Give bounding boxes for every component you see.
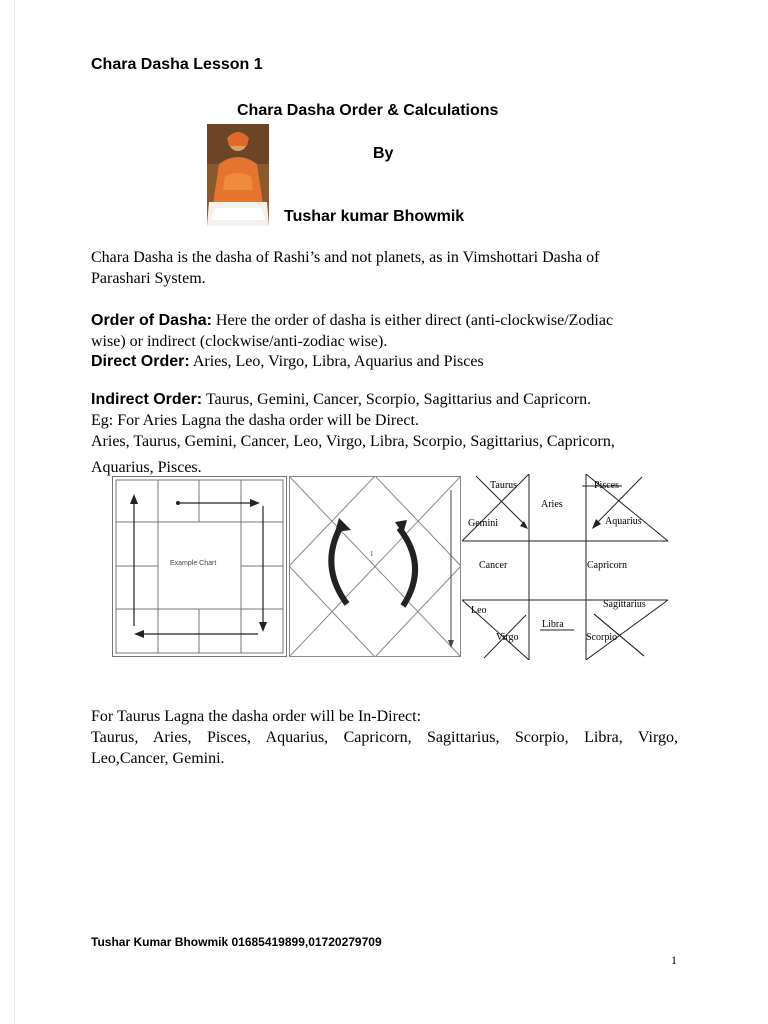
author-photo-art — [207, 124, 269, 226]
taurus-line-1: For Taurus Lagna the dasha order will be In-Direct: — [91, 708, 422, 725]
order-line-2: wise) or indirect (clockwise/anti-zodiac wise). — [91, 333, 388, 350]
page-edge — [14, 0, 15, 1024]
direct-order-line — [91, 351, 484, 372]
sign-leo: Leo — [471, 605, 487, 616]
north-center-mark: 1 — [370, 550, 374, 558]
sign-sagittarius: Sagittarius — [603, 599, 646, 610]
north-chart-diagram — [289, 476, 461, 657]
intro-line-2: Parashari System. — [91, 270, 206, 287]
sign-scorpio: Scorpio — [586, 632, 618, 643]
page-number: 1 — [671, 953, 677, 967]
lesson-title: Chara Dasha Lesson 1 — [91, 56, 263, 73]
sign-taurus: Taurus — [490, 480, 518, 491]
author-name: Tushar kumar Bhowmik — [284, 208, 465, 225]
order-line-1 — [91, 310, 613, 331]
by-label: By — [373, 145, 394, 162]
direct-text: Aries, Leo, Virgo, Libra, Aquarius and Pisces — [189, 353, 484, 370]
page-subtitle: Chara Dasha Order & Calculations — [237, 102, 499, 119]
sign-libra: Libra — [542, 619, 564, 630]
sign-aquarius: Aquarius — [605, 516, 642, 527]
intro-line-1: Chara Dasha is the dasha of Rashi’s and not planets, as in Vimshottari Dasha of — [91, 249, 600, 266]
aries-sequence-line-2: Aquarius, Pisces. — [91, 459, 202, 476]
eg-line: Eg: For Aries Lagna the dasha order will be Direct. — [91, 412, 419, 429]
author-photo — [207, 124, 269, 226]
example-chart-label: Example Chart — [170, 560, 217, 567]
indirect-heading: Indirect Order: — [91, 391, 203, 408]
sign-aries: Aries — [541, 499, 563, 510]
sign-gemini: Gemini — [468, 518, 498, 529]
sign-capricorn: Capricorn — [587, 560, 627, 571]
rashi-order-diagram — [462, 474, 668, 660]
south-chart-diagram — [112, 476, 287, 657]
sign-cancer: Cancer — [479, 560, 508, 571]
sign-virgo: Virgo — [496, 632, 519, 643]
footer-contact: Tushar Kumar Bhowmik 01685419899,01720279709 — [91, 935, 382, 949]
direct-heading: Direct Order: — [91, 353, 190, 370]
north-chart-svg — [289, 476, 461, 657]
indirect-order-line — [91, 389, 591, 410]
taurus-line-2: Taurus, Aries, Pisces, Aquarius, Capricorn, Sagittarius, Scorpio, Libra, Virgo, — [91, 729, 678, 746]
order-text-1: Here the order of dasha is either direct (anti-clockwise/Zodiac — [211, 312, 614, 329]
indirect-text: Taurus, Gemini, Cancer, Scorpio, Sagittarius and Capricorn. — [202, 391, 592, 408]
taurus-line-3: Leo,Cancer, Gemini. — [91, 750, 225, 767]
sign-pisces: Pisces — [594, 480, 619, 491]
aries-sequence-line-1: Aries, Taurus, Gemini, Cancer, Leo, Virgo, Libra, Scorpio, Sagittarius, Capricorn, — [91, 433, 615, 450]
order-heading: Order of Dasha: — [91, 312, 212, 329]
